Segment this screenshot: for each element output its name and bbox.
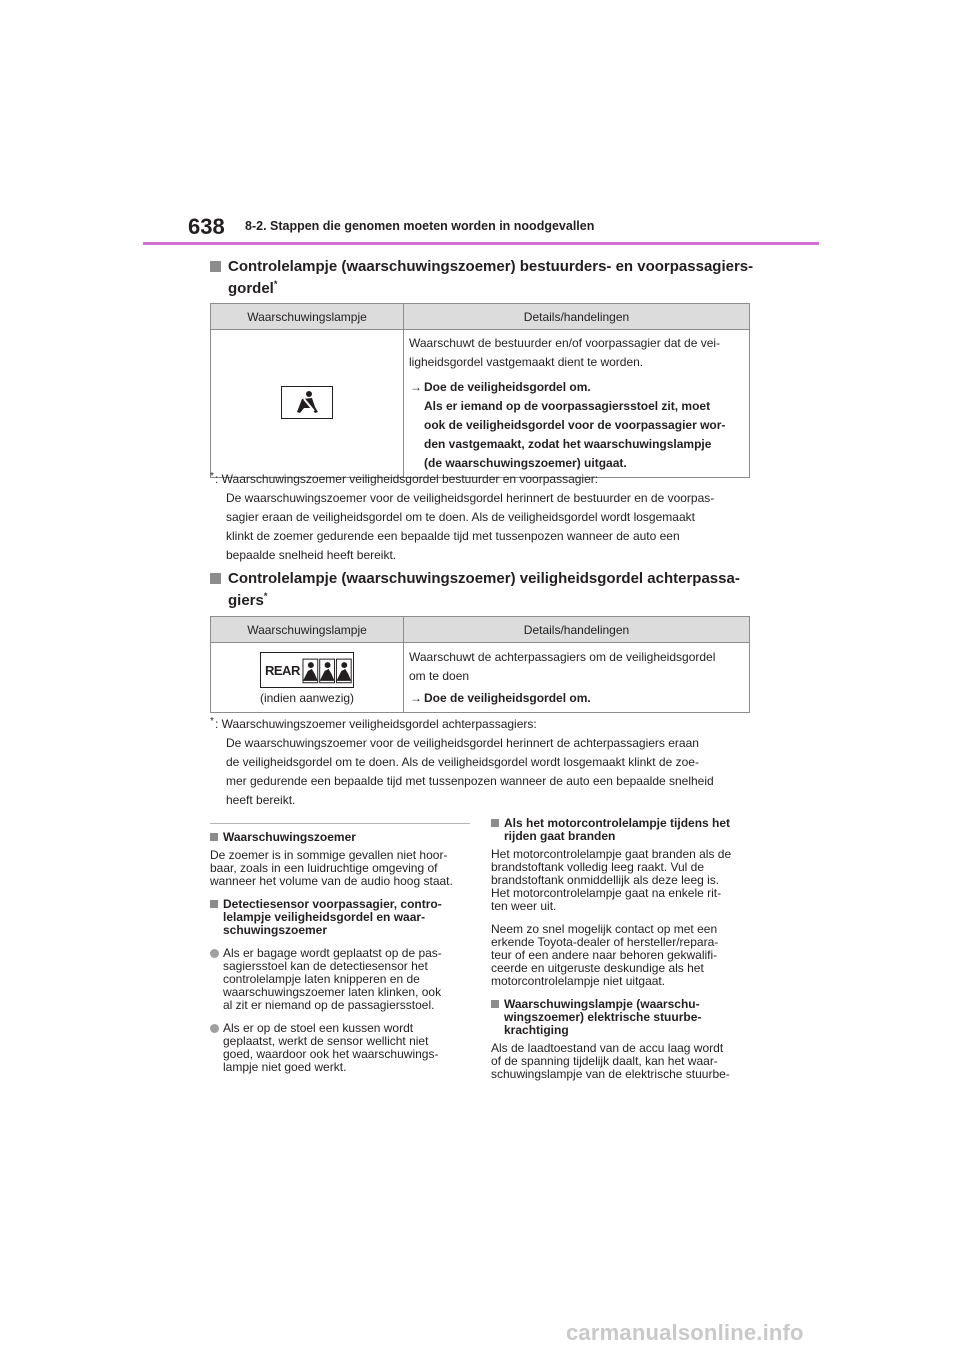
detail-line: ligheidsgordel vastgemaakt dient te worden. — [409, 355, 644, 369]
footnote-line: klinkt de zoemer gedurende een bepaalde tijd met tussenpozen wanneer de auto een — [226, 529, 680, 543]
square-icon — [491, 819, 499, 827]
footnote-line: bepaalde snelheid heeft bereikt. — [226, 548, 397, 562]
rear-seatbelt-warning-icon — [260, 652, 354, 688]
footnote-star: * — [273, 279, 278, 289]
details-cell — [404, 643, 750, 713]
heading-square-icon — [210, 573, 221, 584]
square-icon — [210, 900, 218, 908]
square-icon — [210, 833, 218, 841]
col-header-lamp: Waarschuwingslampje — [211, 617, 404, 643]
action-item — [409, 689, 745, 708]
warning-table-rear — [210, 616, 750, 713]
left-column — [210, 823, 470, 1074]
footnote-line: heeft bereikt. — [226, 793, 296, 807]
subheading: Als het motorcontrolelampje tijdens het rijden gaat branden — [491, 817, 753, 843]
action-line: Doe de veiligheidsgordel om. — [424, 690, 591, 705]
action-line: Als er iemand op de voorpassagiersstoel zit, moet — [424, 399, 711, 413]
action-item — [409, 378, 745, 473]
subheading: Waarschuwingszoemer — [210, 831, 470, 844]
lamp-cell — [211, 330, 404, 478]
square-icon — [491, 1000, 499, 1008]
watermark-link[interactable]: carmanualsonline.info — [566, 1320, 804, 1345]
rear-label: REAR — [265, 662, 300, 678]
detail-line: Waarschuwt de achterpassagiers om de veiligheidsgordel — [409, 649, 716, 664]
bullet-dot-icon — [210, 949, 219, 958]
lamp-caption: (indien aanwezig) — [259, 691, 355, 705]
subheading: Detectiesensor voorpassagier, contro- lelampje veiligheidsgordel en waar- schuwingszoemer — [210, 898, 470, 937]
footnote-line: De waarschuwingszoemer voor de veiligheidsgordel herinnert de achterpassagiers eraan — [226, 736, 699, 750]
section2-heading-line2: giers — [228, 592, 264, 609]
action-line: (de waarschuwingszoemer) uitgaat. — [424, 456, 627, 470]
header-rule — [143, 242, 819, 245]
footnote-rear — [210, 715, 755, 810]
footnote-line: sagier eraan de veiligheidsgordel om te doen. Als de veiligheidsgordel wordt losgemaakt — [226, 510, 695, 524]
arrow-icon: → — [410, 690, 422, 705]
bullet-item: Als er op de stoel een kussen wordt geplaatst, werkt de sensor wellicht niet goed, waardoor ook het waarschuwings- lampje niet goed werkt. — [210, 1022, 470, 1074]
lamp-cell — [211, 643, 404, 713]
action-line: den vastgemaakt, zodat het waarschuwingslampje — [424, 437, 712, 451]
col-header-details: Details/handelingen — [404, 617, 750, 643]
section2-heading — [210, 568, 770, 612]
bullet-dot-icon — [210, 1024, 219, 1033]
section-path: 8-2. Stappen die genomen moeten worden in noodgevallen — [245, 219, 595, 233]
footnote-line: De waarschuwingszoemer voor de veiligheidsgordel herinnert de bestuurder en de voorpas- — [226, 491, 715, 505]
section2-heading-line1: Controlelampje (waarschuwingszoemer) veiligheidsgordel achterpassa- — [228, 570, 740, 587]
footnote-lead: : Waarschuwingszoemer veiligheidsgordel bestuurder en voorpassagier: — [215, 472, 599, 486]
col-header-details: Details/handelingen — [404, 304, 750, 330]
heading-square-icon — [210, 261, 221, 272]
detail-line: om te doen — [409, 668, 470, 683]
details-cell — [404, 330, 750, 478]
bullet-item: Als er bagage wordt geplaatst op de pas- sagiersstoel kan de detectiesensor het controlelampje laten knipperen en de waarschuwingszoemer laten klinken, ook al zit er niemand op de passagiersstoel. — [210, 947, 470, 1012]
footnote-star: * — [263, 591, 268, 601]
warning-table-front — [210, 303, 750, 478]
arrow-icon: → — [410, 380, 422, 394]
paragraph: Het motorcontrolelampje gaat branden als de brandstoftank volledig leeg raakt. Vul de brandstoftank onmiddellijk als deze leeg is. Het motorcontrolelampje gaat na enkele rit- ten weer uit. — [491, 847, 732, 913]
subheading: Waarschuwingslampje (waarschu- wingszoemer) elektrische stuurbe- krachtiging — [491, 998, 753, 1037]
section1-heading-line1: Controlelampje (waarschuwingszoemer) bestuurders- en voorpassagiers- — [228, 258, 754, 275]
section1-heading-line2: gordel — [228, 280, 274, 297]
footnote-lead: : Waarschuwingszoemer veiligheidsgordel achterpassagiers: — [215, 717, 537, 731]
col-header-lamp: Waarschuwingslampje — [211, 304, 404, 330]
section1-heading — [210, 256, 770, 300]
action-line: ook de veiligheidsgordel voor de voorpassagier wor- — [424, 418, 726, 432]
paragraph: De zoemer is in sommige gevallen niet hoor- baar, zoals in een luidruchtige omgeving of wanneer het volume van de audio hoog staat. — [210, 848, 453, 888]
footnote-star: * — [210, 716, 214, 727]
footnote-front — [210, 470, 755, 565]
page-number: 638 — [188, 214, 225, 239]
footnote-star: * — [210, 471, 214, 482]
paragraph: Als de laadtoestand van de accu laag wordt of de spanning tijdelijk daalt, kan het waar- schuwingslampje van de elektrische stuurbe- — [491, 1041, 730, 1081]
detail-line: Waarschuwt de bestuurder en/of voorpassagier dat de vei- — [409, 336, 721, 350]
footnote-line: mer gedurende een bepaalde tijd met tussenpozen wanneer de auto een bepaalde snelheid — [226, 774, 714, 788]
right-column — [491, 817, 753, 1081]
column-rule — [210, 823, 470, 824]
action-line: Doe de veiligheidsgordel om. — [424, 380, 591, 394]
paragraph: Neem zo snel mogelijk contact op met een erkende Toyota-dealer of hersteller/repara- teur of een andere naar behoren gekwalifi- ceerde en uitgeruste deskundige als het motorcontrolelampje niet uitgaat. — [491, 922, 719, 988]
seatbelt-warning-icon — [281, 386, 333, 419]
footnote-line: de veiligheidsgordel om te doen. Als de veiligheidsgordel wordt losgemaakt klinkt de zoe- — [226, 755, 699, 769]
